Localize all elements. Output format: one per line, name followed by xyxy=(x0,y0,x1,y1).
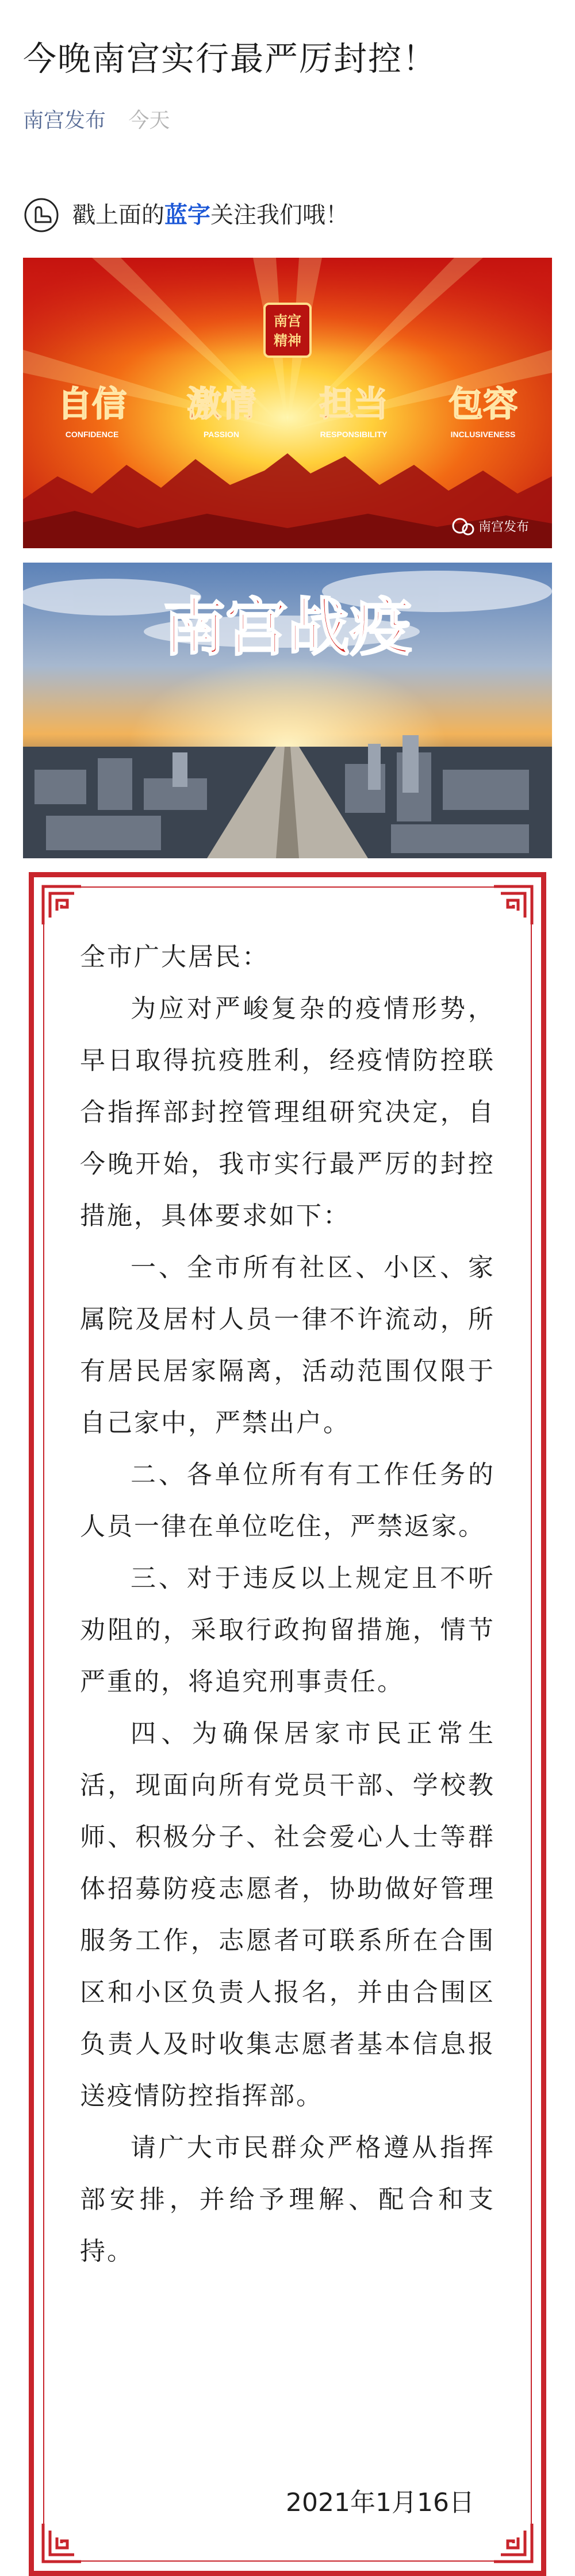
follow-prefix: 戳上面的 xyxy=(72,202,164,228)
notice-greeting: 全市广大居民： xyxy=(80,942,269,972)
banner-title: 南宫战疫 xyxy=(163,591,412,664)
notice-paragraph: 四、为确保居家市民正常生活，现面向所有党员干部、学校教师、积极分子、社会爱心人士等群体招募防疫志愿者，协助做好管理服务工作，志愿者可联系所在合围区和小区负责人报名，并由合围区负责人及时收集志愿者基本信息报送疫情防控指挥部。 xyxy=(80,1719,495,2111)
svg-text:精神: 精神 xyxy=(274,332,301,349)
corner-ornament-icon xyxy=(490,2520,535,2565)
spirit-word-en-2: PASSION xyxy=(204,430,239,439)
author-link[interactable]: 南宫发布 xyxy=(23,109,106,132)
banner-watermark: 南宫发布 xyxy=(478,520,530,534)
article-meta xyxy=(23,107,170,135)
corner-ornament-icon xyxy=(490,883,535,928)
spirit-word-4: 包容 xyxy=(448,384,518,425)
follow-link[interactable]: 蓝字 xyxy=(164,202,210,228)
article-title: 今晚南宫实行最严厉封控！ xyxy=(23,39,438,78)
publish-date: 今天 xyxy=(128,109,170,132)
follow-prompt xyxy=(23,197,348,234)
notice-card xyxy=(29,872,546,2576)
nangong-fight-epidemic-banner xyxy=(23,563,552,858)
follow-suffix: 关注我们哦！ xyxy=(210,202,348,228)
notice-body xyxy=(80,931,495,2277)
spirit-word-en-3: RESPONSIBILITY xyxy=(320,430,388,439)
notice-paragraph: 请广大市民群众严格遵从指挥部安排，并给予理解、配合和支持。 xyxy=(80,2133,495,2266)
notice-paragraph: 二、各单位所有有工作任务的人员一律在单位吃住，严禁返家。 xyxy=(80,1460,495,1541)
notice-paragraph: 三、对于违反以上规定且不听劝阻的，采取行政拘留措施，情节严重的，将追究刑事责任。 xyxy=(80,1564,495,1696)
spirit-word-3: 担当 xyxy=(319,384,388,425)
notice-paragraph: 一、全市所有社区、小区、家属院及居村人员一律不许流动，所有居民居家隔离，活动范围仅限于自己家中，严禁出户。 xyxy=(80,1253,495,1438)
notice-date: 2021年1月16日 xyxy=(286,2488,474,2517)
spirit-word-en-4: INCLUSIVENESS xyxy=(450,430,516,439)
corner-ornament-icon xyxy=(40,883,85,928)
pointing-finger-icon xyxy=(23,197,60,234)
nangong-spirit-banner xyxy=(23,258,552,548)
corner-ornament-icon xyxy=(40,2520,85,2565)
spirit-word-en-1: CONFIDENCE xyxy=(65,430,119,439)
spirit-word-2: 激情 xyxy=(187,384,256,425)
spirit-word-1: 自信 xyxy=(57,384,126,425)
svg-text:南宫: 南宫 xyxy=(274,312,301,329)
notice-paragraph: 为应对严峻复杂的疫情形势，早日取得抗疫胜利，经疫情防控联合指挥部封控管理组研究决定，自今晚开始，我市实行最严厉的封控措施，具体要求如下： xyxy=(80,994,495,1230)
